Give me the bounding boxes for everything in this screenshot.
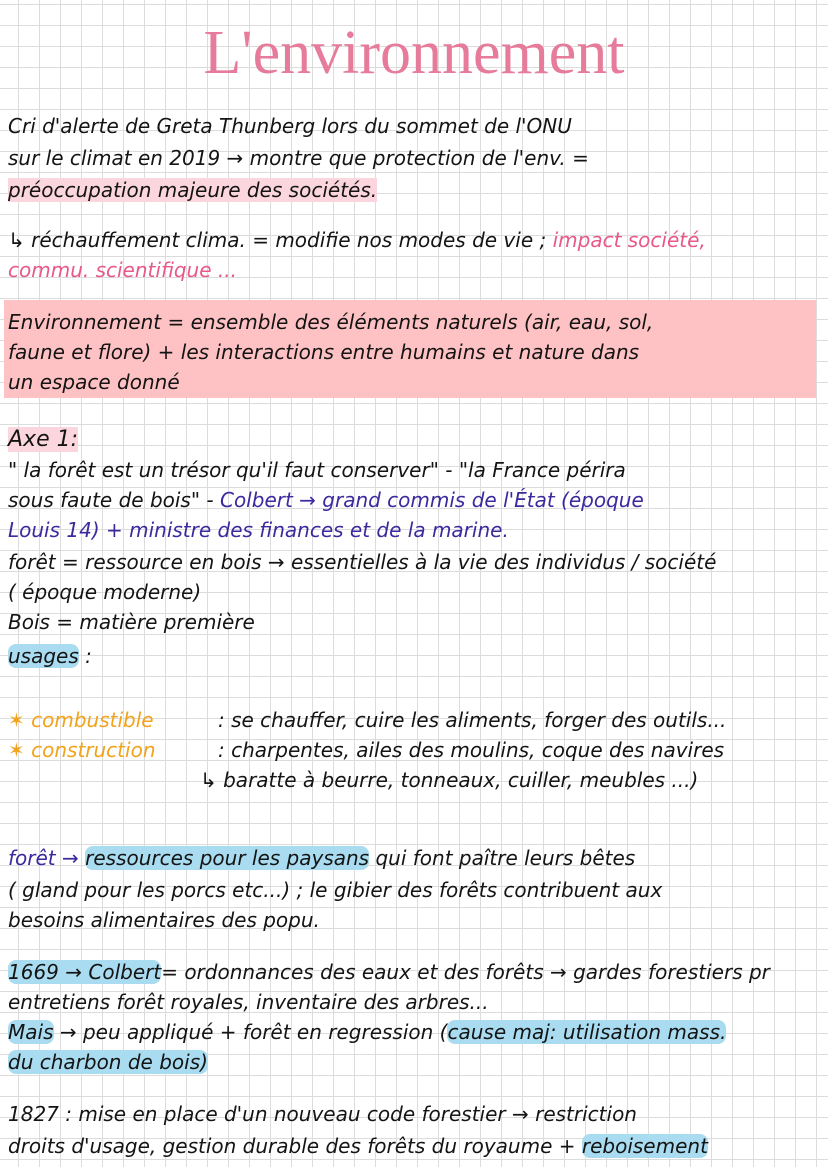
- use-sub: ↳ baratte à beurre, tonneaux, cuiller, meubles ...): [200, 768, 699, 792]
- text-line: ( époque moderne): [8, 580, 202, 604]
- text-line: [8, 1018, 726, 1046]
- section-heading: [8, 426, 78, 454]
- pink-highlight: préoccupation majeure des sociétés.: [8, 178, 378, 202]
- intro-line: Cri d'alerte de Greta Thunberg lors du sommet de l'ONU: [8, 114, 572, 138]
- intro-line: [8, 176, 377, 204]
- purple-text: Colbert → grand commis de l'État (époque: [219, 488, 644, 512]
- blue-highlight: cause maj: utilisation mass.: [447, 1020, 727, 1044]
- text-line: [8, 958, 770, 986]
- definition-line: un espace donné: [8, 370, 180, 394]
- text-line: forêt = ressource en bois → essentielles à la vie des individus / société: [8, 550, 717, 574]
- blue-highlight: 1669 → Colbert: [8, 960, 162, 984]
- quote-line: [8, 486, 644, 514]
- colon: :: [85, 644, 92, 668]
- blue-highlight: reboisement: [581, 1134, 708, 1158]
- blue-highlight: ressources pour les paysans: [85, 846, 370, 870]
- text: droits d'usage, gestion durable des forêts du royaume +: [8, 1134, 576, 1158]
- quote-line: Louis 14) + ministre des finances et de la marine.: [8, 518, 509, 542]
- text-line: 1827 : mise en place d'un nouveau code forestier → restriction: [8, 1102, 637, 1126]
- text-line: entretiens forêt royales, inventaire des arbres...: [8, 990, 489, 1014]
- text: sous faute de bois" -: [8, 488, 214, 512]
- axe-heading: Axe 1:: [8, 427, 79, 452]
- use-text: : charpentes, ailes des moulins, coque des navires: [218, 738, 725, 762]
- text: ↳ réchauffement clima. = modifie nos modes de vie ;: [8, 228, 547, 252]
- blue-highlight: Mais: [8, 1020, 54, 1044]
- blue-highlight: usages: [8, 644, 79, 668]
- definition-line: faune et flore) + les interactions entre humains et nature dans: [8, 340, 640, 364]
- pink-text: impact société,: [552, 228, 706, 252]
- text-line: [8, 1048, 208, 1076]
- usages-heading: [8, 642, 92, 670]
- definition-line: Environnement = ensemble des éléments naturels (air, eau, sol,: [8, 310, 654, 334]
- use-label: ✶ combustible: [8, 708, 154, 732]
- use-label: ✶ construction: [8, 738, 156, 762]
- text-line: [8, 844, 635, 872]
- text-line: Bois = matière première: [8, 610, 255, 634]
- text-line: besoins alimentaires des popu.: [8, 908, 320, 932]
- purple-text: forêt →: [8, 846, 79, 870]
- text-line: ( gland pour les porcs etc...) ; le gibier des forêts contribuent aux: [8, 878, 663, 902]
- intro-line: commu. scientifique ...: [8, 258, 237, 282]
- use-item: [8, 736, 724, 764]
- page-title: L'environnement: [203, 19, 625, 87]
- use-text: : se chauffer, cuire les aliments, forger des outils...: [218, 708, 727, 732]
- use-item: [8, 706, 726, 734]
- blue-highlight: du charbon de bois): [8, 1050, 208, 1074]
- intro-line: sur le climat en 2019 → montre que protection de l'env. =: [8, 146, 589, 170]
- text: → peu appliqué + forêt en regression (: [59, 1020, 448, 1044]
- text: = ordonnances des eaux et des forêts → gardes forestiers pr: [161, 960, 770, 984]
- text-line: [8, 1132, 708, 1160]
- intro-line: [8, 226, 706, 254]
- text: qui font paître leurs bêtes: [375, 846, 636, 870]
- quote-line: " la forêt est un trésor qu'il faut conserver" - "la France périra: [8, 458, 626, 482]
